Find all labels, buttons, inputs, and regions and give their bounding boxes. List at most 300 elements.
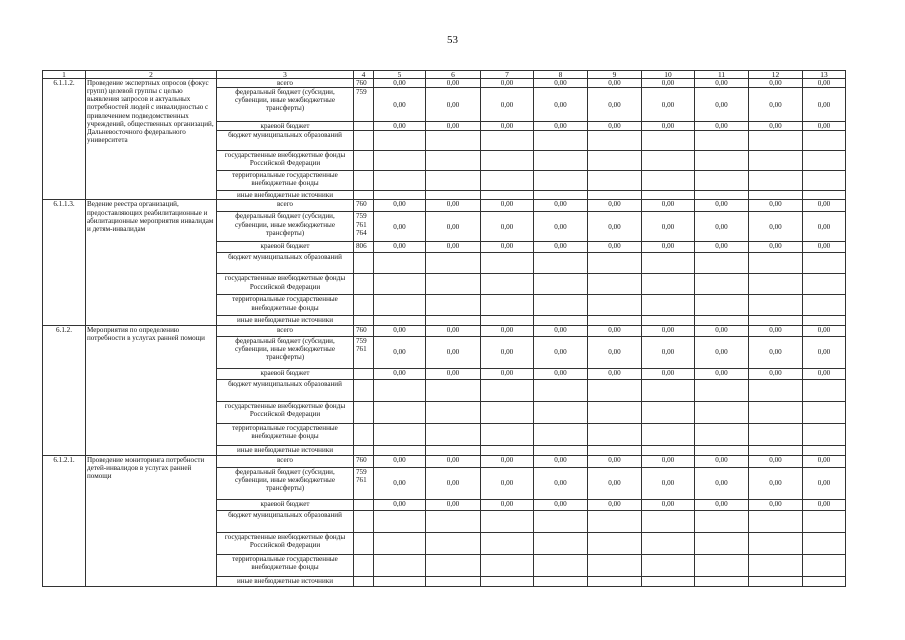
header-cell: 4 — [354, 71, 374, 79]
amount-cell: 0,00 — [426, 499, 481, 510]
empty-cell — [534, 554, 588, 576]
empty-cell — [642, 401, 695, 423]
budget-table — [42, 70, 846, 587]
amount-cell: 0,00 — [803, 467, 846, 499]
amount-cell: 0,00 — [642, 122, 695, 131]
funding-source: иные внебюджетные источники — [217, 445, 354, 455]
amount-cell: 0,00 — [534, 122, 588, 131]
amount-cell: 0,00 — [588, 212, 642, 242]
funding-source: территориальные государственные внебюджетные фонды — [217, 554, 354, 576]
empty-cell — [374, 253, 426, 274]
amount-cell: 0,00 — [588, 467, 642, 499]
empty-cell — [481, 510, 534, 532]
empty-cell — [481, 131, 534, 151]
empty-cell — [481, 532, 534, 554]
empty-cell — [749, 171, 803, 191]
empty-cell — [642, 554, 695, 576]
amount-cell: 0,00 — [374, 499, 426, 510]
item-number: 6.1.1.2. — [43, 79, 86, 200]
empty-cell — [642, 532, 695, 554]
funding-source: федеральный бюджет (субсидии, субвенции, иные межбюджетные трансферты) — [217, 88, 354, 122]
funding-source: бюджет муниципальных образований — [217, 510, 354, 532]
empty-cell — [642, 253, 695, 274]
empty-cell — [374, 171, 426, 191]
empty-cell — [695, 554, 749, 576]
funding-source: территориальные государственные внебюджетные фонды — [217, 171, 354, 191]
empty-cell — [374, 510, 426, 532]
budget-code-line: 759 — [356, 212, 367, 221]
header-cell: 13 — [803, 71, 846, 79]
empty-cell — [481, 253, 534, 274]
empty-cell — [695, 532, 749, 554]
empty-cell — [749, 253, 803, 274]
empty-cell — [803, 532, 846, 554]
budget-code: 760 — [354, 325, 374, 336]
amount-cell: 0,00 — [749, 325, 803, 336]
empty-cell — [374, 576, 426, 586]
empty-cell — [803, 274, 846, 295]
funding-source: всего — [217, 325, 354, 336]
amount-cell: 0,00 — [695, 88, 749, 122]
empty-cell — [534, 274, 588, 295]
amount-cell: 0,00 — [534, 467, 588, 499]
empty-cell — [534, 171, 588, 191]
empty-cell — [481, 171, 534, 191]
empty-cell — [588, 274, 642, 295]
page-number: 53 — [447, 34, 458, 46]
budget-code — [354, 445, 374, 455]
funding-source: государственные внебюджетные фонды Российской Федерации — [217, 532, 354, 554]
budget-code — [354, 88, 374, 122]
empty-cell — [749, 316, 803, 325]
budget-code — [354, 576, 374, 586]
empty-cell — [749, 423, 803, 445]
empty-cell — [803, 191, 846, 200]
empty-cell — [481, 401, 534, 423]
amount-cell: 0,00 — [642, 88, 695, 122]
empty-cell — [374, 316, 426, 325]
amount-cell: 0,00 — [642, 455, 695, 467]
empty-cell — [642, 171, 695, 191]
empty-cell — [749, 532, 803, 554]
amount-cell: 0,00 — [426, 242, 481, 253]
budget-code — [354, 554, 374, 576]
empty-cell — [374, 423, 426, 445]
table-body — [43, 79, 846, 587]
empty-cell — [803, 445, 846, 455]
funding-source: всего — [217, 200, 354, 212]
empty-cell — [695, 423, 749, 445]
empty-cell — [426, 445, 481, 455]
empty-cell — [588, 379, 642, 401]
empty-cell — [588, 401, 642, 423]
header-cell: 7 — [481, 71, 534, 79]
empty-cell — [426, 274, 481, 295]
empty-cell — [588, 151, 642, 171]
amount-cell: 0,00 — [695, 368, 749, 379]
budget-code-line: 761 — [356, 475, 367, 484]
empty-cell — [481, 295, 534, 316]
empty-cell — [426, 171, 481, 191]
header-cell: 11 — [695, 71, 749, 79]
empty-cell — [534, 576, 588, 586]
amount-cell: 0,00 — [642, 499, 695, 510]
header-cell: 2 — [86, 71, 217, 79]
budget-code — [354, 499, 374, 510]
empty-cell — [749, 131, 803, 151]
amount-cell: 0,00 — [695, 455, 749, 467]
amount-cell: 0,00 — [534, 499, 588, 510]
funding-source: краевой бюджет — [217, 122, 354, 131]
amount-cell: 0,00 — [481, 212, 534, 242]
amount-cell: 0,00 — [534, 336, 588, 368]
empty-cell — [374, 379, 426, 401]
amount-cell: 0,00 — [374, 467, 426, 499]
empty-cell — [588, 171, 642, 191]
empty-cell — [749, 274, 803, 295]
budget-code — [354, 368, 374, 379]
empty-cell — [803, 554, 846, 576]
amount-cell: 0,00 — [374, 200, 426, 212]
amount-cell: 0,00 — [588, 79, 642, 88]
amount-cell: 0,00 — [642, 79, 695, 88]
funding-source: иные внебюджетные источники — [217, 191, 354, 200]
empty-cell — [481, 191, 534, 200]
empty-cell — [534, 191, 588, 200]
empty-cell — [588, 576, 642, 586]
amount-cell: 0,00 — [374, 88, 426, 122]
header-cell: 8 — [534, 71, 588, 79]
empty-cell — [642, 151, 695, 171]
item-number: 6.1.2.1. — [43, 455, 86, 586]
empty-cell — [695, 274, 749, 295]
amount-cell: 0,00 — [588, 336, 642, 368]
amount-cell: 0,00 — [426, 122, 481, 131]
budget-code-line: 759 — [356, 88, 367, 97]
funding-source: иные внебюджетные источники — [217, 576, 354, 586]
amount-cell: 0,00 — [803, 455, 846, 467]
empty-cell — [749, 379, 803, 401]
empty-cell — [426, 151, 481, 171]
amount-cell: 0,00 — [481, 455, 534, 467]
amount-cell: 0,00 — [426, 79, 481, 88]
header-cell: 12 — [749, 71, 803, 79]
funding-source: территориальные государственные внебюджетные фонды — [217, 295, 354, 316]
budget-code — [354, 212, 374, 242]
budget-code — [354, 510, 374, 532]
funding-source: бюджет муниципальных образований — [217, 379, 354, 401]
amount-cell: 0,00 — [534, 79, 588, 88]
empty-cell — [481, 379, 534, 401]
amount-cell: 0,00 — [426, 368, 481, 379]
empty-cell — [695, 191, 749, 200]
amount-cell: 0,00 — [534, 368, 588, 379]
funding-source: краевой бюджет — [217, 368, 354, 379]
amount-cell: 0,00 — [426, 467, 481, 499]
amount-cell: 0,00 — [642, 467, 695, 499]
empty-cell — [803, 171, 846, 191]
empty-cell — [695, 295, 749, 316]
amount-cell: 0,00 — [803, 499, 846, 510]
empty-cell — [642, 131, 695, 151]
empty-cell — [374, 151, 426, 171]
amount-cell: 0,00 — [534, 325, 588, 336]
empty-cell — [588, 532, 642, 554]
empty-cell — [374, 532, 426, 554]
amount-cell: 0,00 — [481, 467, 534, 499]
empty-cell — [534, 379, 588, 401]
budget-code — [354, 122, 374, 131]
amount-cell: 0,00 — [481, 242, 534, 253]
amount-cell: 0,00 — [749, 212, 803, 242]
empty-cell — [642, 576, 695, 586]
amount-cell: 0,00 — [481, 79, 534, 88]
amount-cell: 0,00 — [695, 122, 749, 131]
empty-cell — [695, 445, 749, 455]
budget-code — [354, 401, 374, 423]
amount-cell: 0,00 — [803, 325, 846, 336]
amount-cell: 0,00 — [749, 242, 803, 253]
empty-cell — [426, 379, 481, 401]
budget-code-line: 759 — [356, 467, 367, 476]
empty-cell — [534, 423, 588, 445]
amount-cell: 0,00 — [374, 368, 426, 379]
amount-cell: 0,00 — [695, 325, 749, 336]
budget-code — [354, 467, 374, 499]
empty-cell — [803, 423, 846, 445]
table-row — [43, 455, 846, 467]
table-row — [43, 79, 846, 88]
empty-cell — [588, 445, 642, 455]
funding-source: федеральный бюджет (субсидии, субвенции, иные межбюджетные трансферты) — [217, 467, 354, 499]
amount-cell: 0,00 — [588, 122, 642, 131]
empty-cell — [749, 295, 803, 316]
empty-cell — [803, 253, 846, 274]
empty-cell — [642, 295, 695, 316]
amount-cell: 0,00 — [803, 242, 846, 253]
empty-cell — [642, 379, 695, 401]
empty-cell — [374, 131, 426, 151]
budget-code-line: 764 — [356, 228, 367, 237]
empty-cell — [803, 510, 846, 532]
amount-cell: 0,00 — [695, 79, 749, 88]
empty-cell — [534, 316, 588, 325]
amount-cell: 0,00 — [642, 325, 695, 336]
empty-cell — [588, 510, 642, 532]
budget-code — [354, 171, 374, 191]
empty-cell — [642, 423, 695, 445]
amount-cell: 0,00 — [481, 122, 534, 131]
empty-cell — [749, 191, 803, 200]
amount-cell: 0,00 — [749, 368, 803, 379]
empty-cell — [374, 445, 426, 455]
amount-cell: 0,00 — [534, 212, 588, 242]
amount-cell: 0,00 — [803, 88, 846, 122]
budget-code-line: 761 — [356, 344, 367, 353]
budget-code — [354, 253, 374, 274]
empty-cell — [588, 316, 642, 325]
empty-cell — [695, 379, 749, 401]
empty-cell — [481, 445, 534, 455]
amount-cell: 0,00 — [695, 499, 749, 510]
amount-cell: 0,00 — [374, 242, 426, 253]
amount-cell: 0,00 — [803, 122, 846, 131]
empty-cell — [426, 401, 481, 423]
empty-cell — [803, 151, 846, 171]
amount-cell: 0,00 — [749, 200, 803, 212]
amount-cell: 0,00 — [749, 455, 803, 467]
funding-source: федеральный бюджет (субсидии, субвенции, иные межбюджетные трансферты) — [217, 336, 354, 368]
amount-cell: 0,00 — [588, 88, 642, 122]
empty-cell — [481, 576, 534, 586]
amount-cell: 0,00 — [803, 79, 846, 88]
amount-cell: 0,00 — [695, 212, 749, 242]
empty-cell — [803, 316, 846, 325]
empty-cell — [642, 191, 695, 200]
empty-cell — [695, 151, 749, 171]
amount-cell: 0,00 — [374, 455, 426, 467]
empty-cell — [534, 295, 588, 316]
empty-cell — [695, 316, 749, 325]
item-name: Ведение реестра организаций, предоставляющих реабилитационные и абилитационные мероприятия инвалидам и детям-инвалидам — [86, 200, 217, 325]
empty-cell — [426, 532, 481, 554]
empty-cell — [588, 191, 642, 200]
funding-source: краевой бюджет — [217, 499, 354, 510]
empty-cell — [695, 510, 749, 532]
item-name: Проведение экспертных опросов (фокус групп) целевой группы с целью выявления запросов и актуальных потребностей людей с инвалидностью с привлечением подведомственных учреждений, общественных организаций, Дальневосточного федерального университета — [86, 79, 217, 200]
empty-cell — [803, 379, 846, 401]
empty-cell — [695, 401, 749, 423]
amount-cell: 0,00 — [803, 336, 846, 368]
amount-cell: 0,00 — [534, 242, 588, 253]
empty-cell — [534, 401, 588, 423]
amount-cell: 0,00 — [642, 200, 695, 212]
funding-source: государственные внебюджетные фонды Российской Федерации — [217, 151, 354, 171]
amount-cell: 0,00 — [749, 467, 803, 499]
funding-source: федеральный бюджет (субсидии, субвенции, иные межбюджетные трансферты) — [217, 212, 354, 242]
empty-cell — [749, 401, 803, 423]
amount-cell: 0,00 — [588, 368, 642, 379]
amount-cell: 0,00 — [481, 200, 534, 212]
header-cell: 6 — [426, 71, 481, 79]
header-cell: 1 — [43, 71, 86, 79]
amount-cell: 0,00 — [426, 200, 481, 212]
empty-cell — [426, 295, 481, 316]
empty-cell — [803, 131, 846, 151]
empty-cell — [749, 554, 803, 576]
amount-cell: 0,00 — [374, 336, 426, 368]
funding-source: всего — [217, 455, 354, 467]
empty-cell — [642, 316, 695, 325]
amount-cell: 0,00 — [374, 325, 426, 336]
amount-cell: 0,00 — [642, 368, 695, 379]
empty-cell — [481, 554, 534, 576]
amount-cell: 0,00 — [588, 499, 642, 510]
item-name: Проведение мониторинга потребности детей-инвалидов в услугах ранней помощи — [86, 455, 217, 586]
empty-cell — [374, 295, 426, 316]
budget-code — [354, 131, 374, 151]
empty-cell — [642, 510, 695, 532]
empty-cell — [534, 510, 588, 532]
budget-code-line: 759 — [356, 336, 367, 345]
empty-cell — [695, 253, 749, 274]
empty-cell — [374, 401, 426, 423]
empty-cell — [374, 191, 426, 200]
amount-cell: 0,00 — [749, 336, 803, 368]
empty-cell — [426, 191, 481, 200]
empty-cell — [481, 423, 534, 445]
funding-source: государственные внебюджетные фонды Российской Федерации — [217, 274, 354, 295]
empty-cell — [534, 131, 588, 151]
empty-cell — [749, 445, 803, 455]
amount-cell: 0,00 — [695, 242, 749, 253]
budget-code — [354, 423, 374, 445]
item-number: 6.1.1.3. — [43, 200, 86, 325]
amount-cell: 0,00 — [642, 336, 695, 368]
empty-cell — [588, 423, 642, 445]
amount-cell: 0,00 — [803, 212, 846, 242]
funding-source: краевой бюджет — [217, 242, 354, 253]
amount-cell: 0,00 — [374, 122, 426, 131]
empty-cell — [588, 295, 642, 316]
funding-source: государственные внебюджетные фонды Российской Федерации — [217, 401, 354, 423]
amount-cell: 0,00 — [749, 122, 803, 131]
budget-code: 806 — [354, 242, 374, 253]
empty-cell — [695, 131, 749, 151]
amount-cell: 0,00 — [534, 455, 588, 467]
amount-cell: 0,00 — [695, 336, 749, 368]
empty-cell — [749, 151, 803, 171]
budget-code: 760 — [354, 200, 374, 212]
table-row — [43, 200, 846, 212]
item-number: 6.1.2. — [43, 325, 86, 455]
amount-cell: 0,00 — [481, 336, 534, 368]
empty-cell — [588, 554, 642, 576]
empty-cell — [426, 253, 481, 274]
amount-cell: 0,00 — [481, 499, 534, 510]
amount-cell: 0,00 — [695, 467, 749, 499]
budget-code — [354, 295, 374, 316]
empty-cell — [642, 445, 695, 455]
empty-cell — [426, 316, 481, 325]
amount-cell: 0,00 — [803, 368, 846, 379]
header-cell: 3 — [217, 71, 354, 79]
amount-cell: 0,00 — [588, 455, 642, 467]
empty-cell — [481, 316, 534, 325]
budget-code-line: 761 — [356, 220, 367, 229]
empty-cell — [426, 423, 481, 445]
funding-source: бюджет муниципальных образований — [217, 131, 354, 151]
amount-cell: 0,00 — [426, 325, 481, 336]
empty-cell — [426, 510, 481, 532]
amount-cell: 0,00 — [426, 455, 481, 467]
header-row — [43, 71, 846, 79]
empty-cell — [803, 576, 846, 586]
amount-cell: 0,00 — [588, 325, 642, 336]
budget-code — [354, 532, 374, 554]
empty-cell — [534, 253, 588, 274]
table-row — [43, 325, 846, 336]
funding-source: территориальные государственные внебюджетные фонды — [217, 423, 354, 445]
budget-code — [354, 336, 374, 368]
empty-cell — [534, 445, 588, 455]
amount-cell: 0,00 — [803, 200, 846, 212]
header-cell: 10 — [642, 71, 695, 79]
empty-cell — [426, 131, 481, 151]
amount-cell: 0,00 — [534, 200, 588, 212]
header-cell: 5 — [374, 71, 426, 79]
empty-cell — [426, 576, 481, 586]
